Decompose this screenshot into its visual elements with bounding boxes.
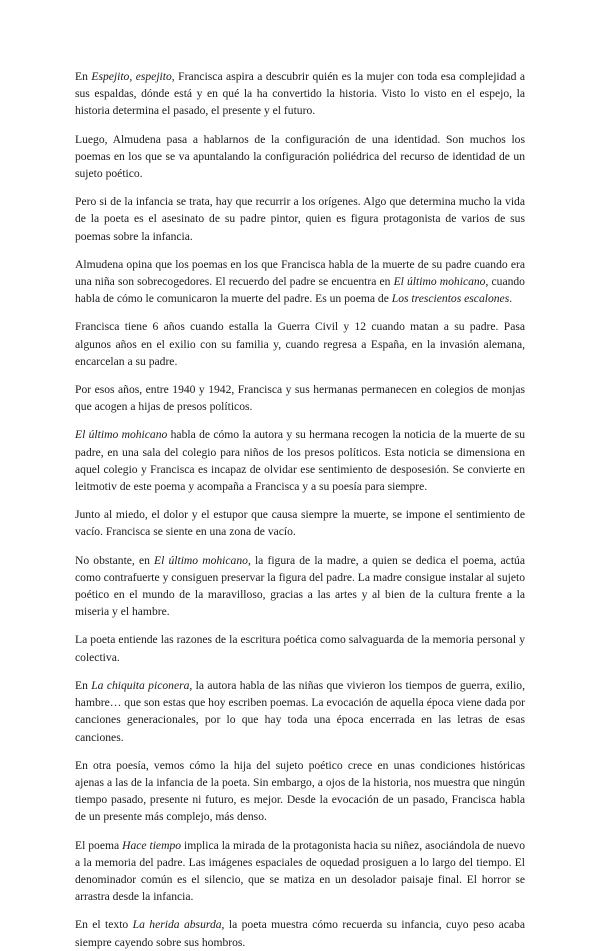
paragraph-ultimo-mohicano xyxy=(75,426,525,495)
paragraph-colegios-monjas xyxy=(75,381,525,415)
paragraph-text: , Francisca aspira a descubrir quién es la mujer con toda esa complejidad a sus espaldas, dónde está y en qué la ha convertido la historia. Visto lo visto en el espejo, la historia determina el pasado, el presente y el futuro. xyxy=(75,70,526,118)
paragraph-memoria xyxy=(75,631,525,665)
paragraph-text: , la figura de la madre, a quien se dedica el poema, actúa como contrafuerte y consiguen preservar la figura del padre. La madre consigue instalar al sujeto poético en el mundo de la maravilloso, gracias a las artes y al bien de la cultura frente a la miseria y el hambre. xyxy=(75,553,525,619)
paragraph-vacio xyxy=(75,506,525,540)
paragraph-muerte-padre xyxy=(75,256,525,308)
work-title: El último mohicano xyxy=(75,428,168,442)
paragraph-figura-madre xyxy=(75,552,525,621)
paragraph-identidad xyxy=(75,131,525,183)
work-title: El último mohicano xyxy=(393,275,486,289)
paragraph-text: implica la mirada de la protagonista hacia su niñez, asociándola de nuevo a la memoria del padre. Las imágenes espaciales de oquedad prosiguen a lo largo del tiempo. El denominador común es el silencio, que se matiza en un desolador paisaje final. El horror se arrastra desde la infancia. xyxy=(75,838,525,904)
paragraph-chiquita-piconera xyxy=(75,677,525,746)
paragraph-text: . xyxy=(509,292,513,306)
paragraph-text: En xyxy=(75,678,92,692)
work-title: El último mohicano xyxy=(154,553,248,567)
paragraph-text: En xyxy=(75,70,92,83)
paragraph-text: , la poeta muestra cómo recuerda su infancia, cuyo peso acaba siempre cayendo sobre sus hombros. xyxy=(75,918,526,949)
paragraph-hace-tiempo xyxy=(75,837,525,906)
paragraph-espejito xyxy=(75,68,525,120)
paragraph-text: En otra poesía, vemos cómo la hija del sujeto poético crece en unas condiciones históricas ajenas a las de la infancia de la poeta. Sin embargo, a ojos de la historia, nos muestra que ningún tiempo pasado, presente ni futuro, es mejor. Desde la evocación de un pasado, Francisca habla de un presente más complejo, más denso. xyxy=(75,758,525,824)
work-title: Hace tiempo xyxy=(122,838,182,852)
paragraph-herida-absurda xyxy=(75,916,525,950)
paragraph-guerra-civil xyxy=(75,318,525,370)
paragraph-text: Junto al miedo, el dolor y el estupor que causa siempre la muerte, se impone el sentimiento de vacío. Francisca se siente en una zona de vacío. xyxy=(75,508,525,539)
paragraph-text: El poema xyxy=(75,838,123,852)
paragraph-text: Pero si de la infancia se trata, hay que recurrir a los orígenes. Algo que determina mucho la vida de la poeta es el asesinato de su padre pintor, quien es figura protagonista de varios de sus poemas sobre la infancia. xyxy=(75,195,525,243)
paragraph-text: La poeta entiende las razones de la escritura poética como salvaguarda de la memoria personal y colectiva. xyxy=(75,633,525,664)
paragraph-text: Por esos años, entre 1940 y 1942, Francisca y sus hermanas permanecen en colegios de monjas que acogen a hijas de presos políticos. xyxy=(75,383,525,414)
work-title: La herida absurda xyxy=(132,918,222,932)
paragraph-text: No obstante, en xyxy=(75,553,155,567)
paragraph-text: , la autora habla de las niñas que vivieron los tiempos de guerra, exilio, hambre… que son estas que hoy escriben poemas. La evocación de aquella época viene dada por canciones generacionales, por lo que hay toda una época encerrada en las letras de esas canciones. xyxy=(75,678,525,744)
paragraph-text: habla de cómo la autora y su hermana recogen la noticia de la muerte de su padre, en una sala del colegio para niños de los presos políticos. Esta noticia se dimensiona en aquel colegio y Francisca es incapaz de olvidar ese sentimiento de desposesión. Se convierte en leitmotiv de este poema y acompaña a Francisca y a su poesía para siempre. xyxy=(75,428,525,494)
paragraph-text: Luego, Almudena pasa a hablarnos de la configuración de una identidad. Son muchos los poemas en los que se va apuntalando la configuración poliédrica del recurso de identidad de un sujeto poético. xyxy=(75,132,525,181)
work-title: Espejito, espejito xyxy=(91,70,172,83)
paragraph-text: Almudena opina que los poemas en los que Francisca habla de la muerte de su padre cuando era una niña son sobrecogedores. El recuerdo del padre se encuentra en xyxy=(75,257,525,289)
paragraph-text: En el texto xyxy=(75,918,133,932)
work-title: La chiquita piconera xyxy=(91,678,190,692)
paragraph-text: , cuando habla de cómo le comunicaron la muerte del padre. Es un poema de xyxy=(75,275,525,306)
work-title: Los trescientos escalones xyxy=(391,292,510,306)
paragraph-text: Francisca tiene 6 años cuando estalla la Guerra Civil y 12 cuando matan a su padre. Pasa algunos años en el exilio con su familia y, cuando regresa a España, en la invasión alemana, encarcelan a su padre. xyxy=(75,320,525,368)
paragraph-otra-poesia xyxy=(75,757,525,826)
paragraph-infancia-origenes xyxy=(75,193,525,245)
